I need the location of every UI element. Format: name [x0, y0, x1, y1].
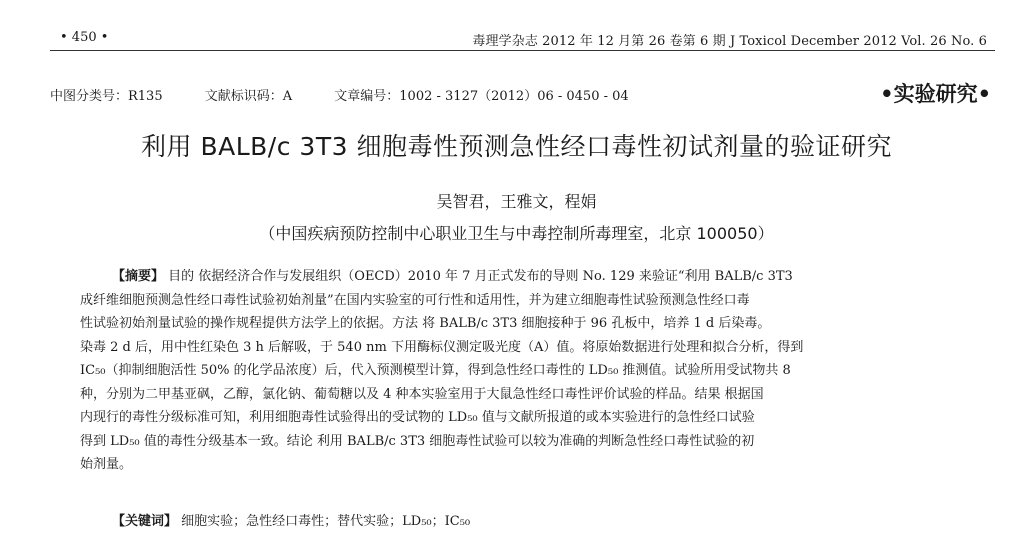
section-tag: •实验研究•	[880, 82, 991, 106]
page-number: • 450 •	[60, 30, 109, 45]
author-list: 吴智君，王雅文，程娟	[436, 192, 597, 211]
abstract-line	[80, 265, 980, 289]
abstract-line: 性试验初始剂量试验的操作规程提供方法学上的依据。方法 将 BALB/c 3T3 细胞接种于 96 孔板中，培养 1 d 后染毒。	[80, 316, 771, 331]
abstract-line: 得到 LD₅₀ 值的毒性分级基本一致。结论 利用 BALB/c 3T3 细胞毒性试验可以较为准确的判断急性经口毒性试验的初	[80, 433, 755, 449]
classification-number: 中图分类号：R135	[50, 89, 163, 104]
journal-running-header: 毒理学杂志 2012 年 12 月第 26 卷第 6 期 J Toxicol December 2012 Vol. 26 No. 6	[472, 34, 987, 49]
abstract	[80, 265, 980, 477]
affiliation: （中国疾病预防控制中心职业卫生与中毒控制所毒理室，北京 100050）	[259, 224, 774, 243]
abstract-line: 染毒 2 d 后，用中性红染色 3 h 后解吸，于 540 nm 下用酶标仪测定吸光度（A）值。将原始数据进行处理和拟合分析，得到	[80, 339, 804, 355]
abstract-label: 【摘要】	[112, 269, 165, 284]
header-rule	[50, 50, 995, 51]
keywords-text: 细胞实验；急性经口毒性；替代实验；LD₅₀；IC₅₀	[177, 514, 471, 529]
document-code: 文献标识码：A	[204, 89, 293, 104]
paper-title: 利用 BALB/c 3T3 细胞毒性预测急性经口毒性初试剂量的验证研究	[141, 132, 892, 161]
abstract-line: 种，分别为二甲基亚砜，乙醇，氯化钠、葡萄糖以及 4 种本实验室用于大鼠急性经口毒性评价试验的样品。结果 根据国	[80, 386, 764, 402]
keywords	[112, 510, 470, 529]
article-metadata	[50, 85, 667, 104]
abstract-line: 始剂量。	[80, 457, 133, 472]
article-number: 文章编号：1002 - 3127（2012）06 - 0450 - 04	[334, 89, 629, 104]
keywords-label: 【关键词】	[112, 514, 178, 529]
abstract-line: 成纤维细胞预测急性经口毒性试验初始剂量”在国内实验室的可行性和适用性，并为建立细胞毒性试验预测急性经口毒	[80, 292, 750, 308]
abstract-line: IC₅₀（抑制细胞活性 50% 的化学品浓度）后，代入预测模型计算，得到急性经口毒性的 LD₅₀ 推测值。试验所用受试物共 8	[80, 363, 791, 378]
abstract-line: 内现行的毒性分级标准可知，利用细胞毒性试验得出的受试物的 LD₅₀ 值与文献所报道的或本实验进行的急性经口试验	[80, 410, 755, 425]
abstract-line-text: 目的 依据经济合作与发展组织（OECD）2010 年 7 月正式发布的导则 No. 129 来验证“利用 BALB/c 3T3	[164, 269, 793, 284]
